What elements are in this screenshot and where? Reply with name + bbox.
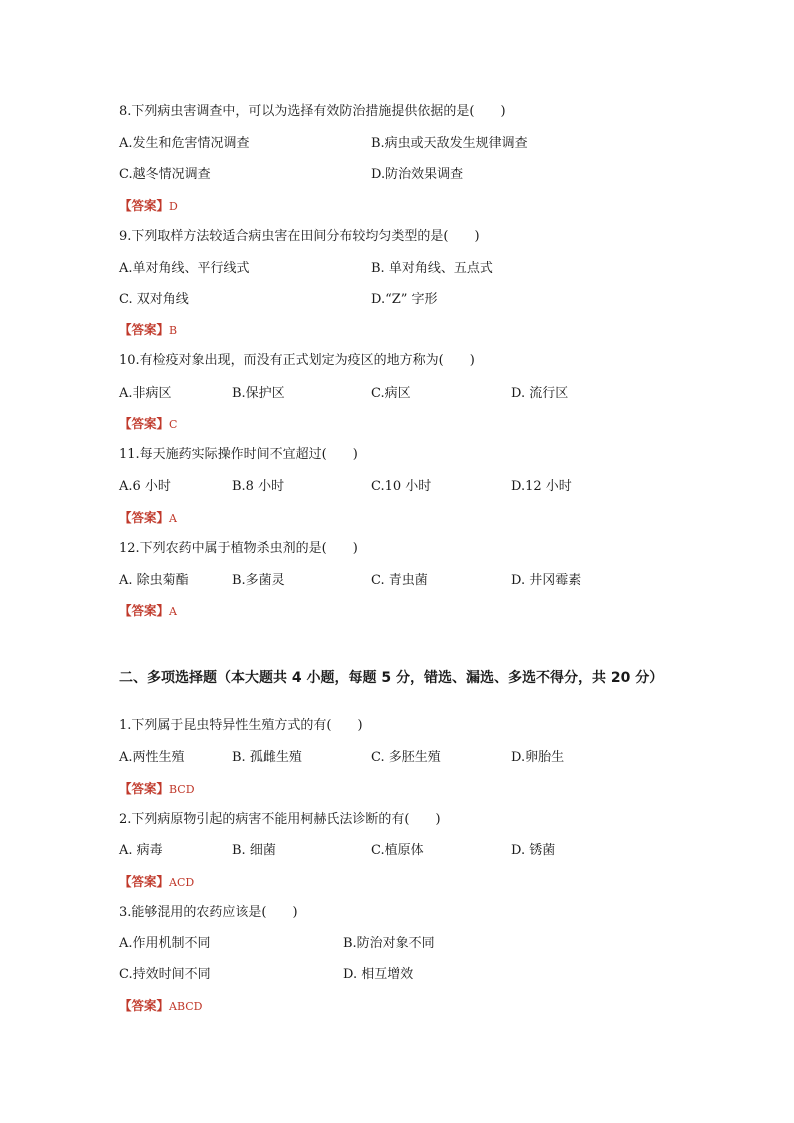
- answer-line: [119, 510, 177, 527]
- answer-line: [119, 998, 202, 1015]
- answer-label: 【答案】: [119, 603, 170, 618]
- question-stem: 11.每天施药实际操作时间不宜超过( ): [119, 447, 358, 462]
- answer-label: 【答案】: [119, 874, 170, 889]
- answer-value: A: [169, 512, 177, 525]
- answer-value: ABCD: [169, 1000, 203, 1013]
- option: D. 相互增效: [343, 967, 414, 982]
- option: C. 多胚生殖: [371, 750, 441, 765]
- question-stem: 9.下列取样方法较适合病虫害在田间分布较均匀类型的是( ): [119, 229, 480, 244]
- option: C.10 小时: [371, 479, 432, 494]
- option: D. 井冈霉素: [511, 573, 582, 588]
- option: A.发生和危害情况调查: [119, 136, 250, 151]
- answer-value: A: [169, 605, 177, 618]
- answer-line: [119, 874, 194, 891]
- option: B.防治对象不同: [343, 936, 435, 951]
- answer-label: 【答案】: [119, 998, 170, 1013]
- option: A.两性生殖: [119, 750, 185, 765]
- option: C.病区: [371, 386, 411, 401]
- option: C. 双对角线: [119, 292, 189, 307]
- option: C.越冬情况调查: [119, 167, 211, 182]
- option: D.防治效果调查: [371, 167, 464, 182]
- answer-line: [119, 198, 178, 215]
- option: D. 锈菌: [511, 843, 556, 858]
- option: B.保护区: [232, 386, 285, 401]
- answer-value: C: [169, 418, 178, 431]
- option: D.12 小时: [511, 479, 572, 494]
- answer-value: ACD: [169, 876, 195, 889]
- answer-label: 【答案】: [119, 416, 170, 431]
- option: B. 孤雌生殖: [232, 750, 302, 765]
- answer-value: B: [169, 324, 178, 337]
- option: D.“Z” 字形: [371, 292, 438, 307]
- answer-line: [119, 322, 177, 339]
- option: D.卵胎生: [511, 750, 565, 765]
- question-stem: 2.下列病原物引起的病害不能用柯赫氏法诊断的有( ): [119, 812, 441, 827]
- question-stem: 8.下列病虫害调查中，可以为选择有效防治措施提供依据的是( ): [119, 104, 506, 119]
- answer-line: [119, 603, 177, 620]
- option: C.植原体: [371, 843, 424, 858]
- option: B. 单对角线、五点式: [371, 261, 493, 276]
- option: B.8 小时: [232, 479, 285, 494]
- answer-line: [119, 416, 177, 433]
- answer-label: 【答案】: [119, 322, 170, 337]
- option: A.作用机制不同: [119, 936, 211, 951]
- answer-label: 【答案】: [119, 198, 170, 213]
- option: B.病虫或天敌发生规律调查: [371, 136, 528, 151]
- option: A. 除虫菊酯: [119, 573, 189, 588]
- answer-label: 【答案】: [119, 781, 170, 796]
- option: C. 青虫菌: [371, 573, 428, 588]
- answer-line: [119, 781, 195, 798]
- option: C.持效时间不同: [119, 967, 211, 982]
- option: A. 病毒: [119, 843, 163, 858]
- answer-label: 【答案】: [119, 510, 170, 525]
- answer-value: D: [169, 200, 178, 213]
- option: A.非病区: [119, 386, 172, 401]
- option: B.多菌灵: [232, 573, 285, 588]
- answer-value: BCD: [169, 783, 195, 796]
- question-stem: 10.有检疫对象出现，而没有正式划定为疫区的地方称为( ): [119, 353, 475, 368]
- option: A.6 小时: [119, 479, 171, 494]
- option: D. 流行区: [511, 386, 569, 401]
- question-stem: 1.下列属于昆虫特异性生殖方式的有( ): [119, 718, 363, 733]
- question-stem: 12.下列农药中属于植物杀虫剂的是( ): [119, 541, 358, 556]
- option: A.单对角线、平行线式: [119, 261, 250, 276]
- section-heading: 二、多项选择题（本大题共 4 小题，每题 5 分，错选、漏选、多选不得分，共 20 分）: [119, 670, 664, 686]
- option: B. 细菌: [232, 843, 276, 858]
- question-stem: 3.能够混用的农药应该是( ): [119, 905, 298, 920]
